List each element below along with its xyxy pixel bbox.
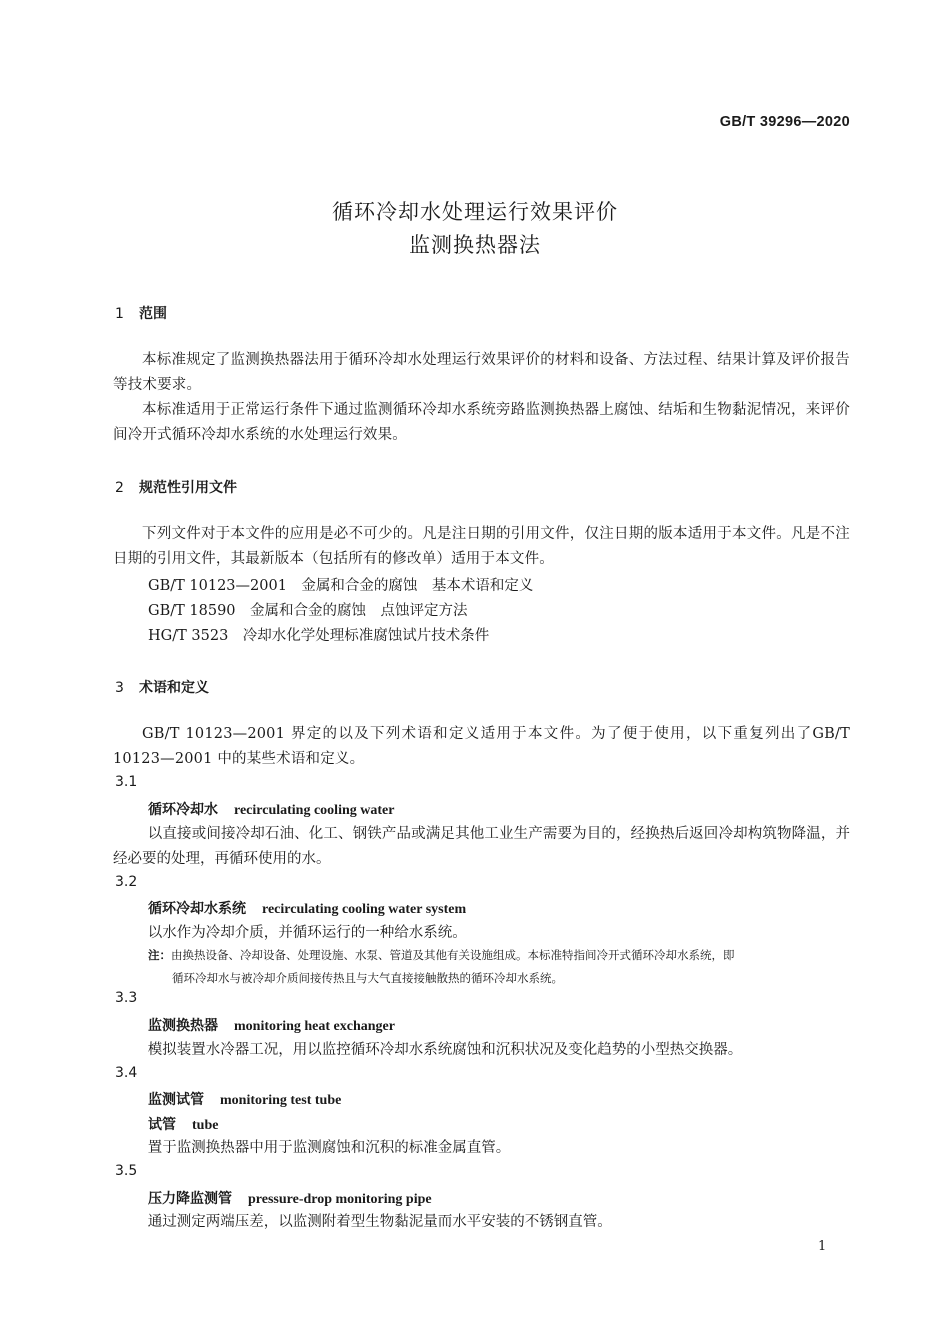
document-title-line2: 监测换热器法 [409, 233, 541, 257]
term-definition: 置于监测换热器中用于监测腐蚀和沉积的标准金属直管。 [147, 1140, 511, 1156]
reference-item: HG/T 3523 冷却水化学处理标准腐蚀试片技术条件 [148, 628, 490, 644]
term-note [148, 944, 850, 990]
term-en: recirculating cooling water system [262, 902, 467, 917]
reference-item: GB/T 18590 金属和合金的腐蚀 点蚀评定方法 [148, 603, 468, 619]
page-number: 1 [818, 1239, 827, 1254]
standard-code: GB/T 39296—2020 [719, 114, 850, 130]
paragraph: 本标准适用于正常运行条件下通过监测循环冷却水系统旁路监测换热器上腐蚀、结垢和生物黏泥情况，来评价间冷开式循环冷却水系统的水处理运行效果。 [113, 402, 850, 443]
section-1-heading [115, 303, 167, 323]
term-entry [148, 1089, 341, 1109]
section-number: 3 [115, 680, 124, 696]
term-alt-zh: 试管 [148, 1117, 176, 1133]
section-number: 2 [115, 480, 124, 496]
clause-number: 3.1 [115, 774, 138, 790]
section-title: 术语和定义 [139, 680, 209, 696]
term-en: recirculating cooling water [234, 803, 395, 818]
term-alt-en: tube [192, 1118, 219, 1133]
clause-number: 3.3 [115, 990, 138, 1006]
term-zh: 监测试管 [148, 1092, 204, 1108]
reference-item: GB/T 10123—2001 金属和合金的腐蚀 基本术语和定义 [148, 578, 534, 594]
note-text: 循环冷却水与被冷却介质间接传热且与大气直接接触散热的循环冷却水系统。 [172, 971, 563, 985]
term-en: monitoring heat exchanger [234, 1019, 395, 1034]
term-definition: 通过测定两端压差，以监测附着型生物黏泥量而水平安装的不锈钢直管。 [147, 1214, 612, 1230]
term-entry [148, 1188, 432, 1208]
term-zh: 监测换热器 [148, 1018, 218, 1034]
term-zh: 循环冷却水 [148, 802, 218, 818]
section-2-heading [115, 477, 237, 497]
term-definition: 以直接或间接冷却石油、化工、钢铁产品或满足其他工业生产需要为目的，经换热后返回冷却构筑物降温，并经必要的处理，再循环使用的水。 [113, 826, 850, 867]
term-en: pressure-drop monitoring pipe [248, 1192, 432, 1207]
clause-number: 3.4 [115, 1065, 138, 1081]
section-3-heading [115, 677, 209, 697]
term-alt-entry [148, 1114, 218, 1134]
paragraph: 本标准规定了监测换热器法用于循环冷却水处理运行效果评价的材料和设备、方法过程、结果计算及评价报告等技术要求。 [113, 352, 850, 393]
term-en: monitoring test tube [220, 1093, 342, 1108]
section-title: 范围 [139, 306, 167, 322]
term-entry [148, 898, 466, 918]
term-entry [148, 799, 394, 819]
document-title-line1: 循环冷却水处理运行效果评价 [332, 200, 618, 224]
note-text: 由换热设备、冷却设备、处理设施、水泵、管道及其他有关设施组成。本标准特指间冷开式循环冷却水系统，即 [171, 948, 735, 962]
section-number: 1 [115, 306, 124, 322]
term-definition: 模拟装置水冷器工况，用以监控循环冷却水系统腐蚀和沉积状况及变化趋势的小型热交换器。 [147, 1042, 743, 1058]
paragraph: GB/T 10123—2001 界定的以及下列术语和定义适用于本文件。为了便于使用，以下重复列出了GB/T 10123—2001 中的某些术语和定义。 [113, 726, 850, 767]
term-zh: 循环冷却水系统 [148, 901, 246, 917]
section-title: 规范性引用文件 [139, 480, 237, 496]
term-definition: 以水作为冷却介质，并循环运行的一种给水系统。 [147, 925, 467, 941]
clause-number: 3.2 [115, 874, 138, 890]
term-zh: 压力降监测管 [148, 1191, 232, 1207]
note-label: 注： [148, 948, 171, 962]
paragraph: 下列文件对于本文件的应用是必不可少的。凡是注日期的引用文件，仅注日期的版本适用于本文件。凡是不注日期的引用文件，其最新版本（包括所有的修改单）适用于本文件。 [113, 526, 850, 567]
term-entry [148, 1015, 395, 1035]
clause-number: 3.5 [115, 1163, 138, 1179]
